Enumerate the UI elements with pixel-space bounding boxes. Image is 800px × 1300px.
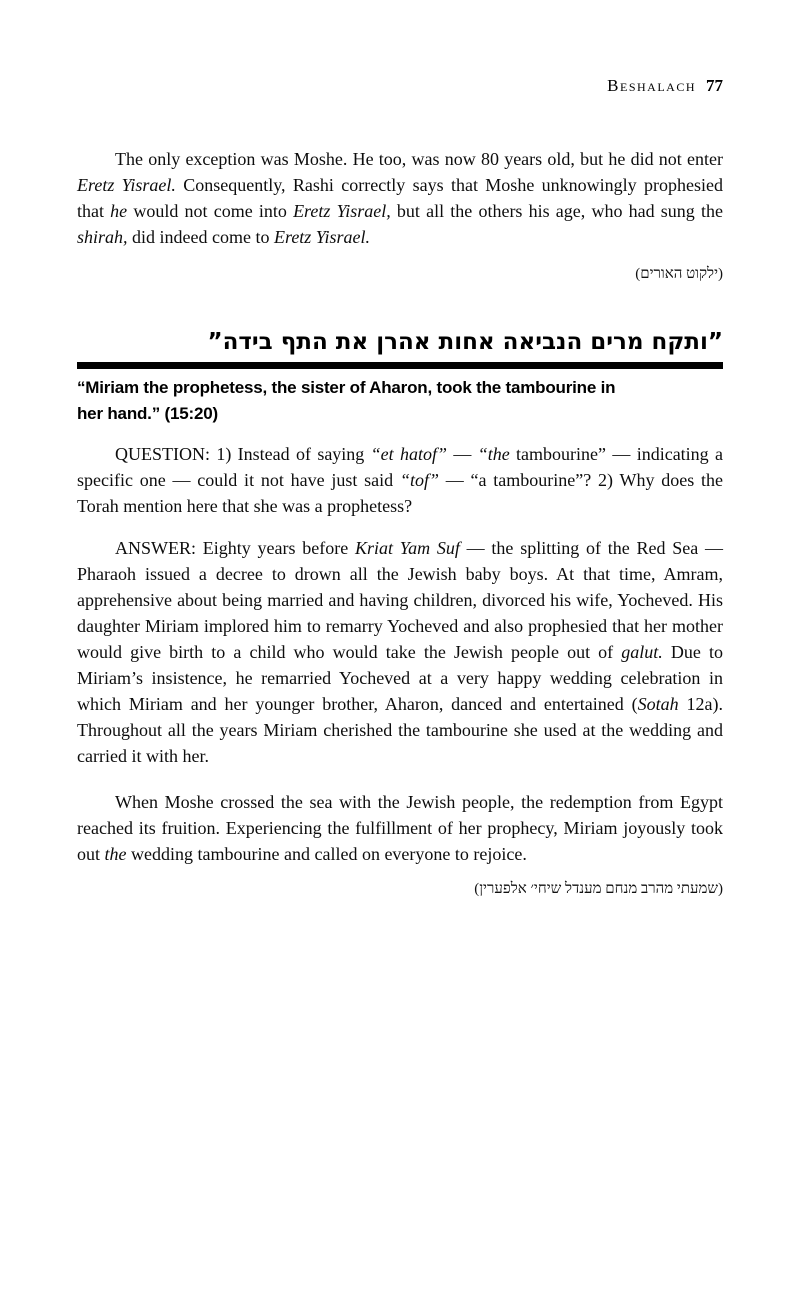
page-number: 77 (706, 76, 723, 95)
paragraph-answer: ANSWER: Eighty years before Kriat Yam Suf — the splitting of the Red Sea — Pharaoh issued a decree to drown all the Jewish baby boys. At that time, Amram, apprehensive about being married and having children, divorced his wife, Yocheved. His daughter Miriam implored him to remarry Yocheved and also prophesied that her mother would give birth to a child who would take the Jewish people out of galut. Due to Miriam’s insistence, he remarried Yocheved at a very happy wedding celebration in which Miriam and her younger brother, Aharon, danced and entertained (Sotah 12a). Throughout all the years Miriam cherished the tambourine she used at the wedding and carried it with her. (77, 538, 723, 766)
section-divider-rule (77, 362, 723, 369)
citation-rabbi-alperin: (שמעתי מהרב מנחם מענדל שיחי׳ אלפערין) (474, 881, 723, 897)
paragraph-question: QUESTION: 1) Instead of saying “et hatof” — “the tambourine” — indicating a specific one — could it not have just said “tof” — “a tambourine”? 2) Why does the Torah mention here that she was a prophetess? (77, 444, 724, 516)
citation-yalkut-haorim: (ילקוט האורים) (635, 266, 723, 282)
paragraph-conclusion: When Moshe crossed the sea with the Jewish people, the redemption from Egypt reached its fruition. Experiencing the fulfillment of her prophecy, Miriam joyously took out the wedding tambourine and called on everyone to rejoice. (77, 792, 723, 864)
verse-translation: “Miriam the prophetess, the sister of Aharon, took the tambourine in her hand.” (15:20) (77, 378, 616, 423)
section-title: Beshalach (607, 76, 696, 95)
running-header (77, 76, 723, 96)
hebrew-verse-heading: ”ותקח מרים הנביאה אחות אהרן את התף בידה” (207, 329, 723, 355)
paragraph-moshe-exception: The only exception was Moshe. He too, was now 80 years old, but he did not enter Eretz Yisrael. Consequently, Rashi correctly says that Moshe unknowingly prophesied that he would not come into Eretz Yisrael, but all the others his age, who had sung the shirah, did indeed come to Eretz Yisrael. (77, 149, 723, 247)
